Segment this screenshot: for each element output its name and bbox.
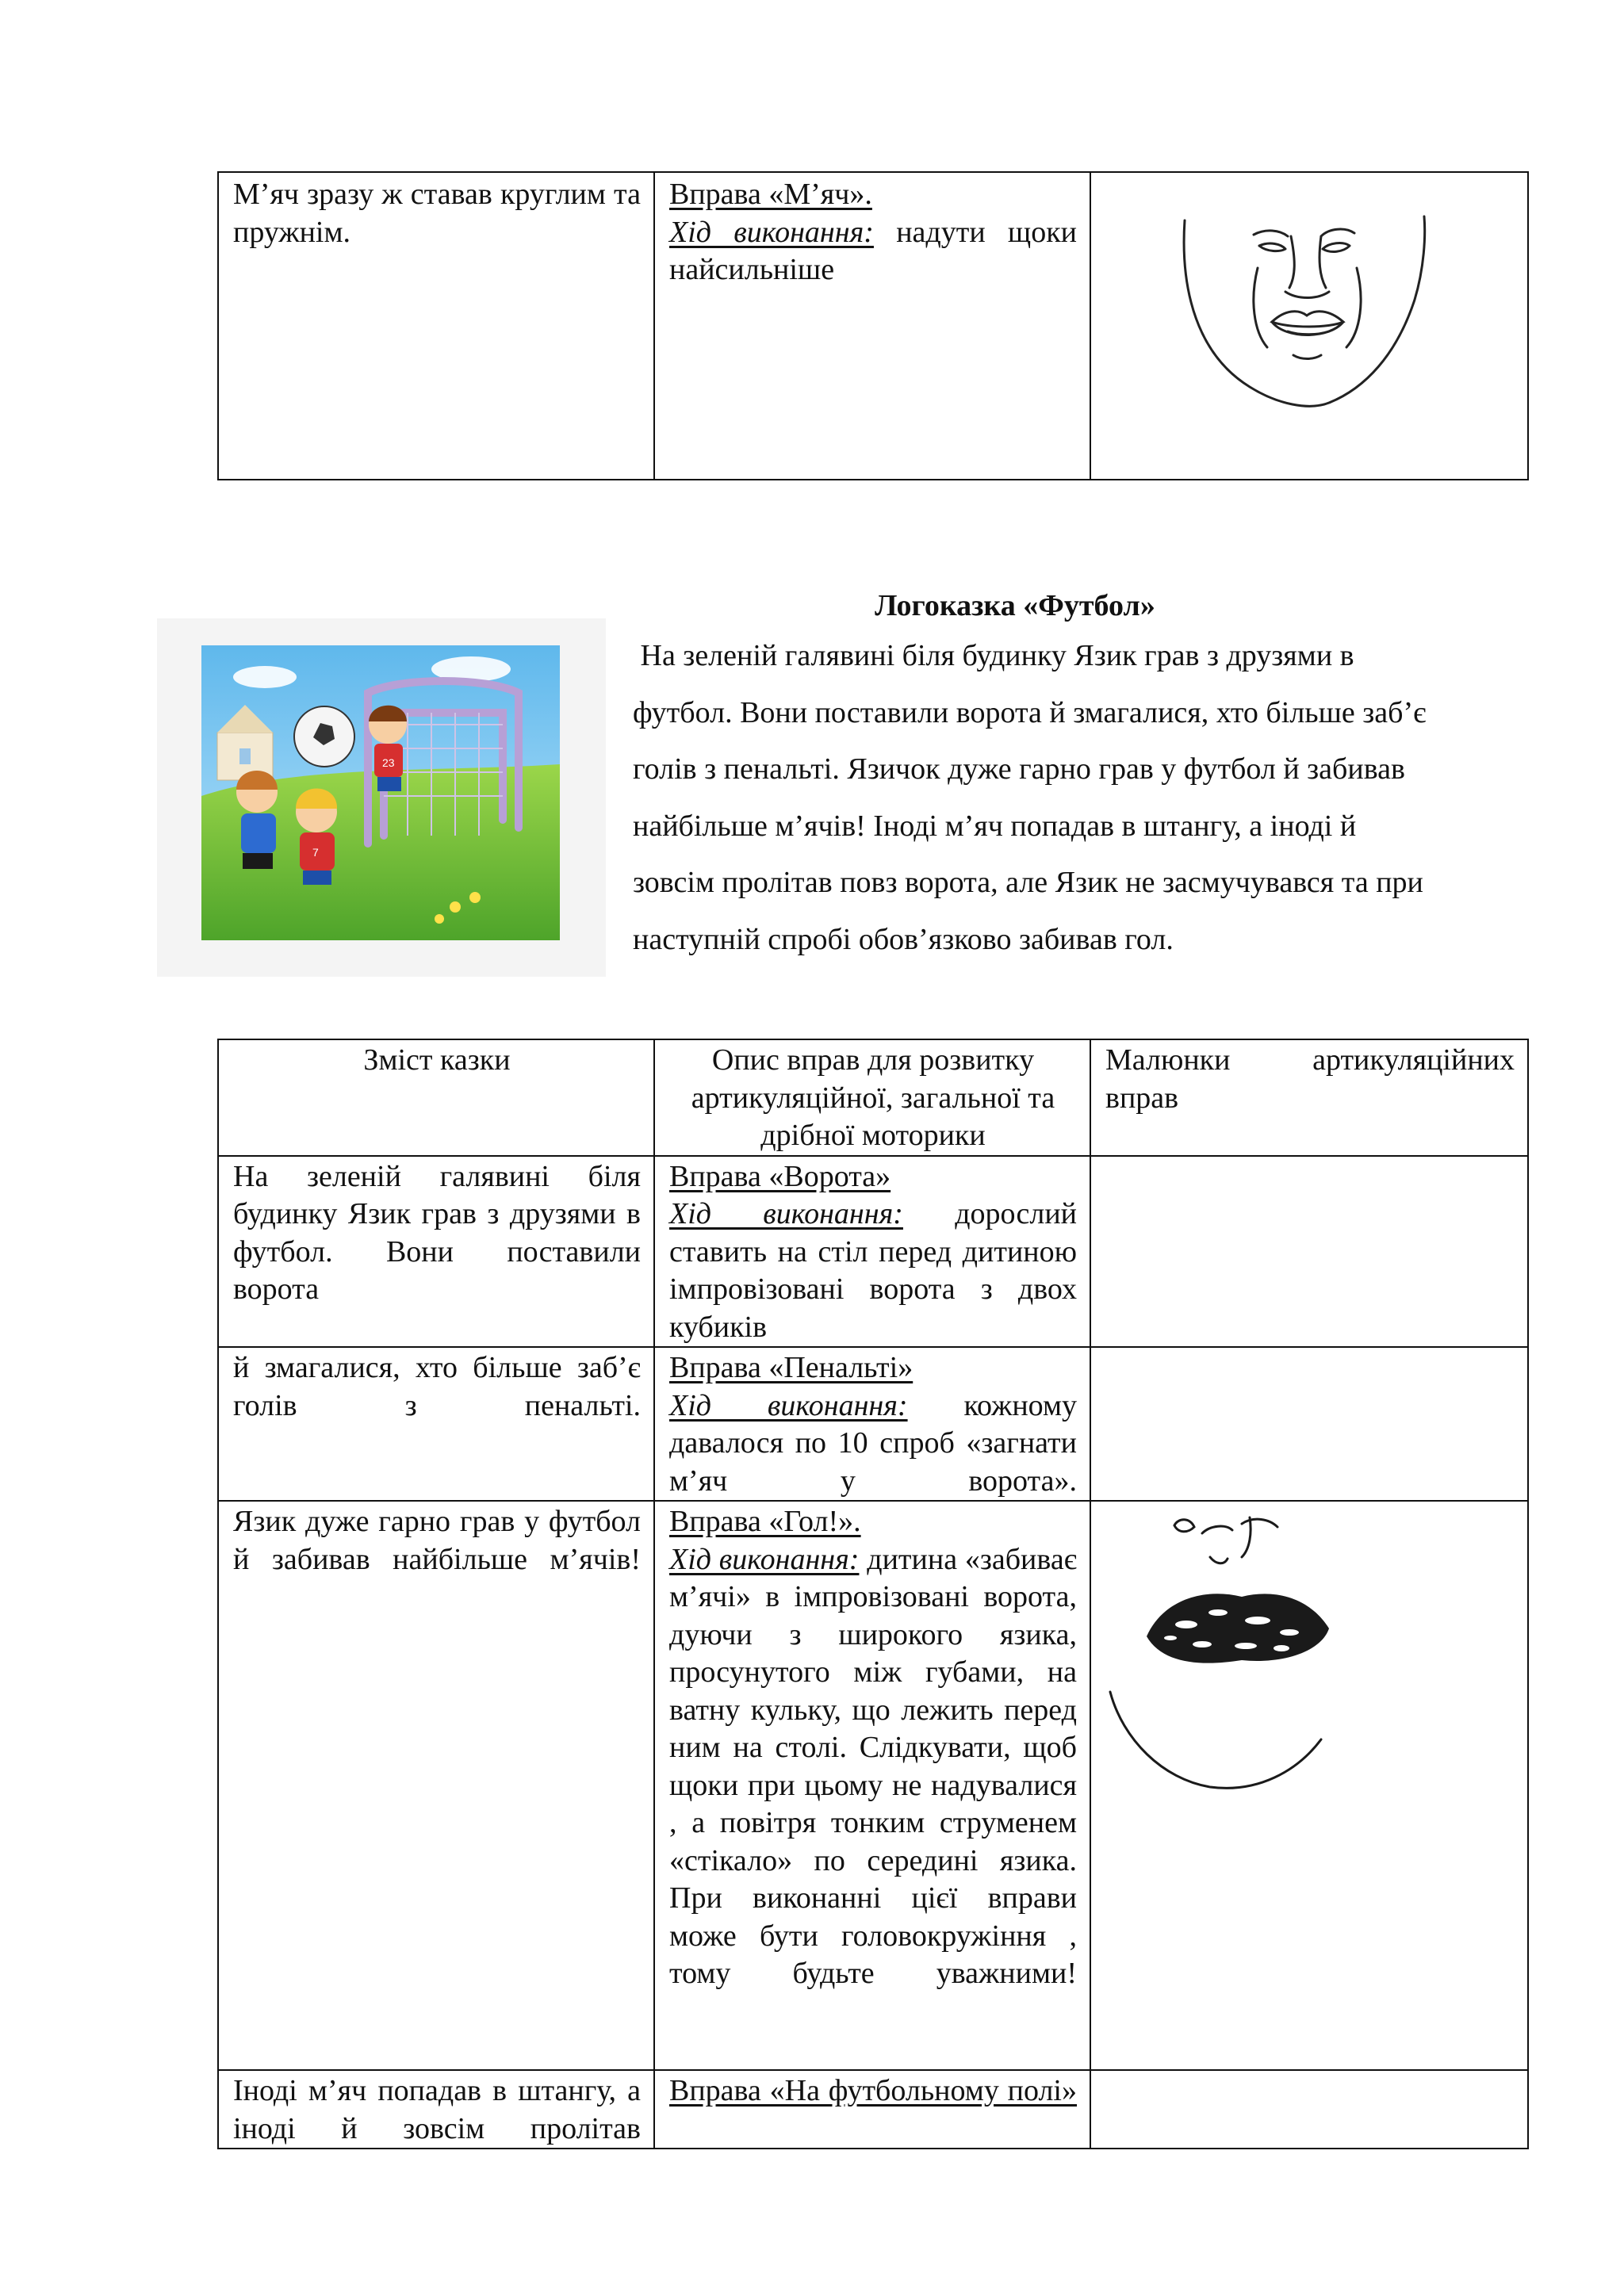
header-pictures-text: Малюнки артикуляційних вправ — [1105, 1043, 1515, 1115]
exercise-title: Вправа «На футбольному полі» — [669, 2074, 1077, 2107]
story-text: М’яч зразу ж ставав круглим та пружнім. — [233, 178, 641, 249]
table-row — [218, 2070, 1528, 2149]
story-line: футбол. Вони поставили ворота й змагалися, хто більше заб’є — [633, 695, 1427, 729]
story-line: найбільше м’ячів! Іноді м’яч попадав в штангу, а іноді й — [633, 809, 1357, 843]
story-cell — [218, 2070, 654, 2149]
exercise-title: Вправа «Ворота» — [669, 1159, 891, 1193]
exec-text: дорослий ставить на стіл перед дитиною імпровізовані ворота з двох кубиків — [669, 1197, 1077, 1344]
exercise-cell — [654, 1501, 1090, 2070]
exercise-cell — [654, 2070, 1090, 2149]
exercise-title: Вправа «М’яч». — [669, 178, 872, 211]
exercise-picture-cell — [1090, 1156, 1528, 1348]
exec-text: надути щоки найсильніше — [669, 215, 1077, 286]
exec-text: кожному давалося по 10 спроб «загнати м’яч у ворота». — [669, 1388, 1077, 1498]
story-cell — [218, 1347, 654, 1501]
exec-label: Хід виконання: — [669, 1388, 908, 1422]
story-cell — [218, 1501, 654, 2070]
shirt-number-2: 7 — [312, 846, 319, 859]
story-text: Іноді м’яч попадав в штангу, а іноді й зовсім пролітав — [233, 2074, 641, 2145]
exercise-cell — [654, 172, 1090, 480]
exercise-picture-cell — [1090, 1501, 1528, 2070]
header-story-text: Зміст казки — [363, 1043, 511, 1077]
blowing-tongue-face-drawing — [1091, 1502, 1527, 1819]
story-paragraph — [633, 628, 1513, 968]
exercise-picture-cell — [1090, 2070, 1528, 2149]
exercise-cell — [654, 1347, 1090, 1501]
exercise-title: Вправа «Пенальті» — [669, 1351, 914, 1384]
puffed-cheeks-face-drawing — [1091, 173, 1527, 475]
story-text: Язик дуже гарно грав у футбол й забивав найбільше м’ячів! — [233, 1505, 641, 1576]
story-line: На зеленій галявині біля будинку Язик грав з друзями в — [633, 639, 1354, 672]
story-line: голів з пенальті. Язичок дуже гарно грав у футбол й забивав — [633, 752, 1405, 786]
exercise-picture-cell — [1090, 172, 1528, 480]
shirt-number: 23 — [382, 756, 395, 769]
header-pictures — [1090, 1039, 1528, 1156]
table-row — [218, 1501, 1528, 2070]
top-exercise-table — [217, 171, 1529, 480]
exec-label: Хід виконання: — [669, 1542, 860, 1576]
story-cell — [218, 1156, 654, 1348]
exec-label: Хід виконання: — [669, 1197, 903, 1230]
exec-label: Хід виконання: — [669, 215, 874, 249]
story-cell — [218, 172, 654, 480]
header-exercise-text: Опис вправ для розвитку артикуляційної, загальної та дрібної моторики — [691, 1043, 1055, 1152]
header-story — [218, 1039, 654, 1156]
football-kids-illustration — [157, 618, 606, 977]
table-row — [218, 1156, 1528, 1348]
story-text: й змагалися, хто більше заб’є голів з пенальті. — [233, 1351, 641, 1422]
story-line: зовсім пролітав повз ворота, але Язик не засмучувався та при — [633, 866, 1423, 899]
story-title: Логоказка «Футбол» — [875, 589, 1155, 622]
exercise-title: Вправа «Гол!». — [669, 1505, 861, 1538]
exercise-picture-cell — [1090, 1347, 1528, 1501]
story-text: На зеленій галявині біля будинку Язик грав з друзями в футбол. Вони поставили ворота — [233, 1159, 641, 1306]
exec-text: дитина «забиває м’ячі» в імпровізовані ворота, дуючи з широкого язика, просунутого між губами, на ватну кульку, що лежить перед ним на столі. Слідкувати, щоб щоки при цьому не надувалися , а повітря тонким струменем «стікало» по середині язика. При виконанні цієї вправи може бути головокружіння , тому будьте уважними! — [669, 1542, 1077, 1990]
table-header-row — [218, 1039, 1528, 1156]
header-exercise — [654, 1039, 1090, 1156]
exercise-cell — [654, 1156, 1090, 1348]
story-line: наступній спробі обов’язково забивав гол. — [633, 922, 1174, 956]
main-exercise-table — [217, 1039, 1529, 2149]
table-row — [218, 1347, 1528, 1501]
